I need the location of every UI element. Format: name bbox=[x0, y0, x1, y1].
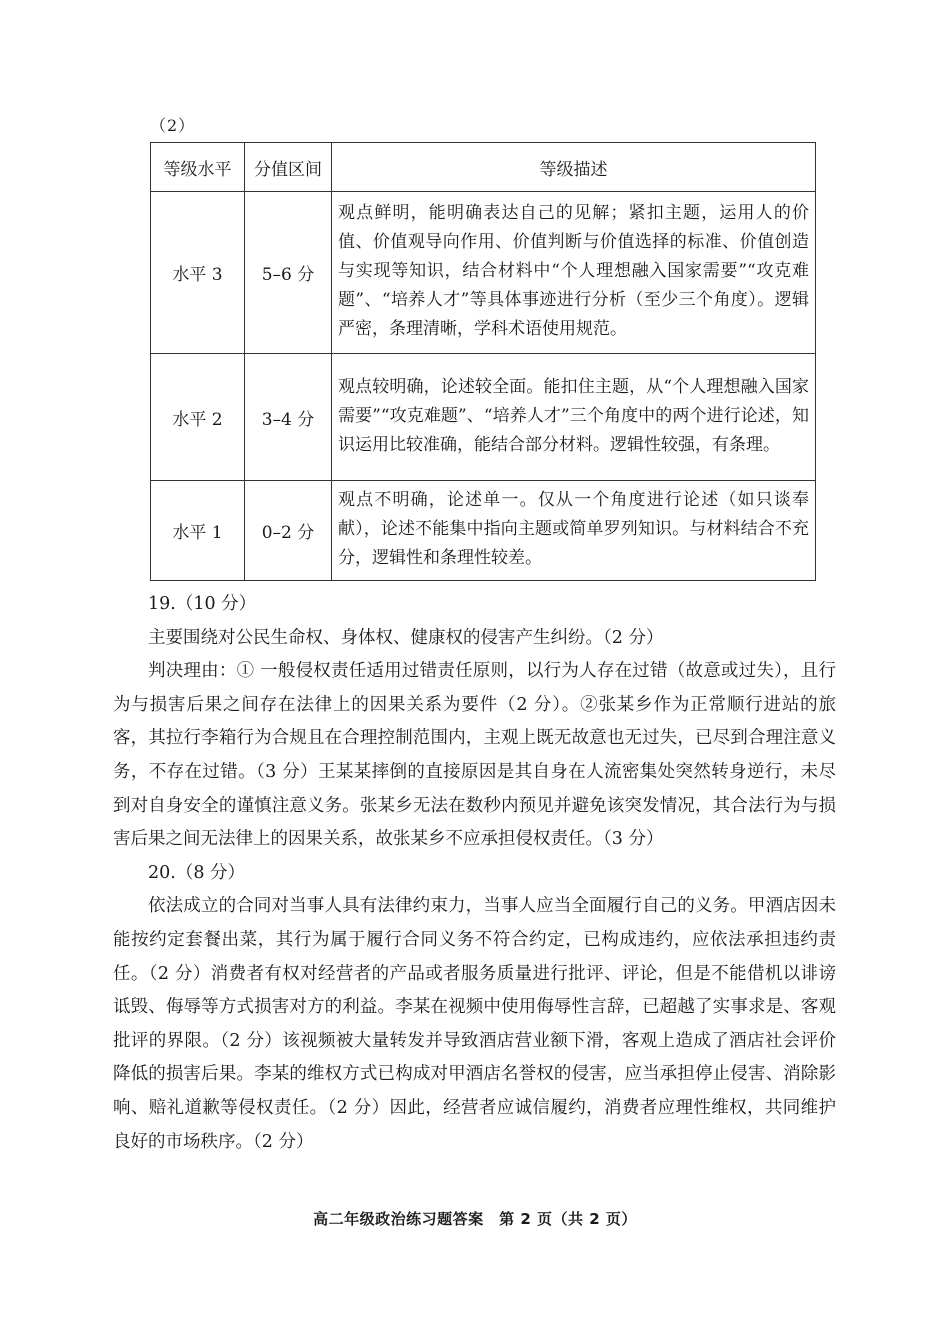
q19-paragraph-1: 主要围绕对公民生命权、身体权、健康权的侵害产生纠纷。（2 分） bbox=[148, 627, 664, 648]
range-cell: 3–4 分 bbox=[245, 354, 332, 481]
description-cell: 观点鲜明，能明确表达自己的见解；紧扣主题，运用人的价值、价值观导向作用、价值判断与价值选择的标准、价值创造与实现等知识，结合材料中“个人理想融入国家需要”“攻克难题”、“培养人才”等具体事迹进行分析（至少三个角度）。逻辑严密，条理清晰，学科术语使用规范。 bbox=[332, 192, 816, 354]
range-cell: 0–2 分 bbox=[245, 481, 332, 581]
table-row bbox=[151, 354, 816, 481]
page-footer: 高二年级政治练习题答案 第 2 页（共 2 页） bbox=[313, 1210, 637, 1228]
grading-table bbox=[150, 142, 816, 581]
table-row bbox=[151, 192, 816, 354]
q19-heading: 19.（10 分） bbox=[148, 594, 257, 614]
header-level: 等级水平 bbox=[151, 143, 245, 192]
table-header-row bbox=[151, 143, 816, 192]
description-cell: 观点不明确，论述单一。仅从一个角度进行论述（如只谈奉献），论述不能集中指向主题或简单罗列知识。与材料结合不充分，逻辑性和条理性较差。 bbox=[332, 481, 816, 581]
header-description: 等级描述 bbox=[332, 143, 816, 192]
header-range: 分值区间 bbox=[245, 143, 332, 192]
q20-paragraph-1: 依法成立的合同对当事人具有法律约束力，当事人应当全面履行自己的义务。甲酒店因未能按约定套餐出菜，其行为属于履行合同义务不符合约定，已构成违约，应依法承担违约责任。（2 分）消费者有权对经营者的产品或者服务质量进行批评、评论，但是不能借机以诽谤诋毁、侮辱等方式损害对方的利益。李某在视频中使用侮辱性言辞，已超越了实事求是、客观批评的界限。（2 分）该视频被大量转发并导致酒店营业额下滑，客观上造成了酒店社会评价降低的损害后果。李某的维权方式已构成对甲酒店名誉权的侵害，应当承担停止侵害、消除影响、赔礼道歉等侵权责任。（2 分）因此，经营者应诚信履约，消费者应理性维权，共同维护良好的市场秩序。（2 分） bbox=[113, 896, 836, 1152]
part-label: （2） bbox=[150, 116, 196, 135]
answer-content bbox=[113, 588, 836, 1159]
q19-paragraph-2: 判决理由：① 一般侵权责任适用过错责任原则，以行为人存在过错（故意或过失），且行为与损害后果之间存在法律上的因果关系为要件（2 分）。②张某乡作为正常顺行进站的旅客，其拉行李箱行为合规且在合理控制范围内，主观上既无故意也无过失，已尽到合理注意义务，不存在过错。（3 分）王某某摔倒的直接原因是其自身在人流密集处突然转身逆行，未尽到对自身安全的谨慎注意义务。张某乡无法在数秒内预见并避免该突发情况，其合法行为与损害后果之间无法律上的因果关系，故张某乡不应承担侵权责任。（3 分） bbox=[113, 661, 836, 850]
q20-heading: 20.（8 分） bbox=[148, 862, 246, 883]
level-cell: 水平 2 bbox=[151, 354, 245, 481]
level-cell: 水平 1 bbox=[151, 481, 245, 581]
description-cell: 观点较明确，论述较全面。能扣住主题，从“个人理想融入国家需要”“攻克难题”、“培养人才”三个角度中的两个进行论述，知识运用比较准确，能结合部分材料。逻辑性较强，有条理。 bbox=[332, 354, 816, 481]
range-cell: 5–6 分 bbox=[245, 192, 332, 354]
table-row bbox=[151, 481, 816, 581]
level-cell: 水平 3 bbox=[151, 192, 245, 354]
